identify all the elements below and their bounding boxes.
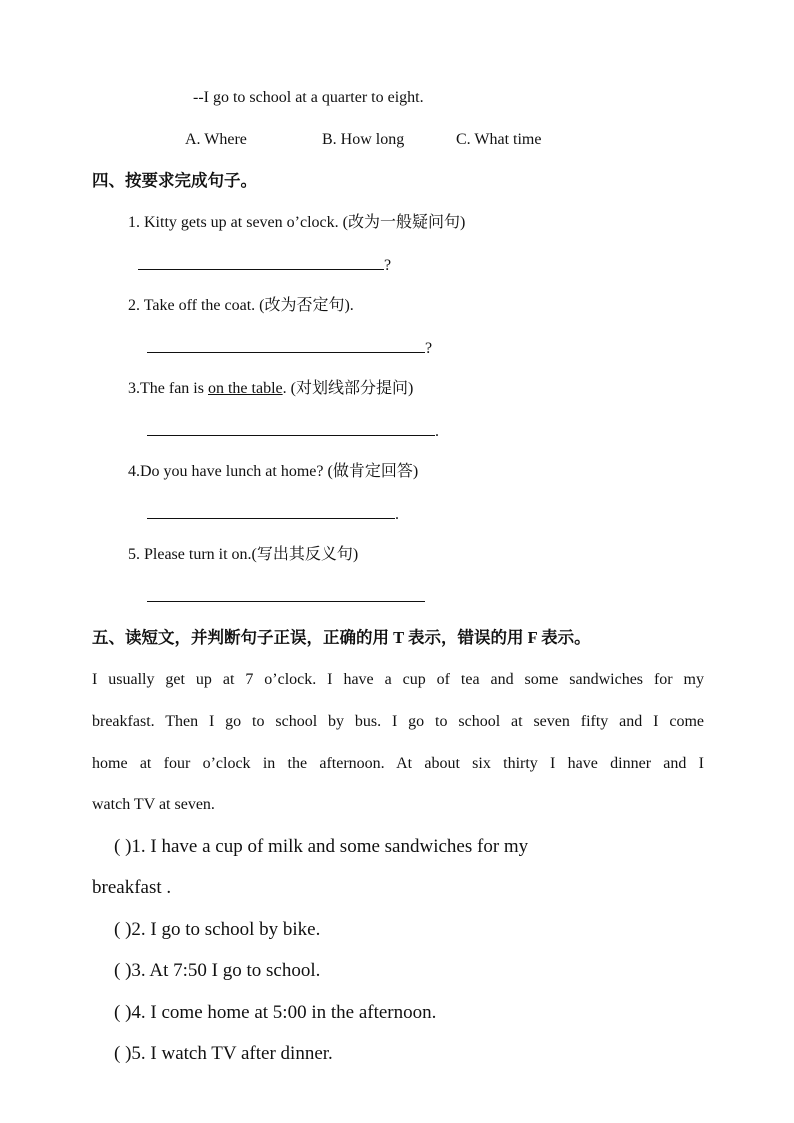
item-2: 2. Take off the coat. (改为否定句).	[128, 297, 354, 314]
answer-end-2: ?	[425, 340, 433, 357]
item-3-post: . (对划线部分提问)	[282, 380, 414, 397]
answer-line-5	[147, 587, 425, 608]
answer-line-3	[147, 421, 439, 442]
item-3	[128, 379, 413, 399]
passage-line-4: watch TV at seven.	[92, 796, 215, 813]
answer-line-1	[138, 255, 391, 276]
statement-1-cont: breakfast .	[92, 877, 172, 898]
answer-end-1: ?	[384, 257, 392, 274]
statement-5: ( )5. I watch TV after dinner.	[114, 1043, 333, 1064]
answer-end-4: .	[395, 506, 399, 523]
answer-line-4	[147, 504, 399, 525]
passage-line-2: breakfast. Then I go to school by bus. I go to school at seven fifty and I come	[92, 713, 704, 730]
statement-2: ( )2. I go to school by bike.	[114, 919, 321, 940]
statement-4: ( )4. I come home at 5:00 in the afternoon.	[114, 1002, 437, 1023]
item-3-underlined: on the table	[207, 380, 283, 397]
item-5: 5. Please turn it on.(写出其反义句)	[128, 546, 359, 563]
question-tail: --I go to school at a quarter to eight.	[193, 89, 424, 106]
item-4: 4.Do you have lunch at home? (做肯定回答)	[128, 463, 419, 480]
item-3-pre: 3.The fan is	[128, 380, 208, 397]
option-b: B. How long	[322, 131, 405, 148]
answer-line-2	[147, 338, 432, 359]
passage-line-3: home at four o’clock in the afternoon. At about six thirty I have dinner and I	[92, 755, 704, 772]
statement-3: ( )3. At 7:50 I go to school.	[114, 960, 321, 981]
section-5-heading: 五、读短文，并判断句子正误，正确的用 T 表示，错误的用 F 表示。	[92, 628, 591, 647]
answer-end-3: .	[435, 423, 439, 440]
item-1: 1. Kitty gets up at seven o’clock. (改为一般疑问句)	[128, 214, 466, 231]
passage-line-1: I usually get up at 7 o’clock. I have a cup of tea and some sandwiches for my	[92, 671, 704, 688]
option-a: A. Where	[185, 131, 247, 148]
option-c: C. What time	[456, 131, 542, 148]
section-4-heading: 四、按要求完成句子。	[92, 171, 257, 190]
statement-1: ( )1. I have a cup of milk and some sandwiches for my	[114, 836, 529, 857]
